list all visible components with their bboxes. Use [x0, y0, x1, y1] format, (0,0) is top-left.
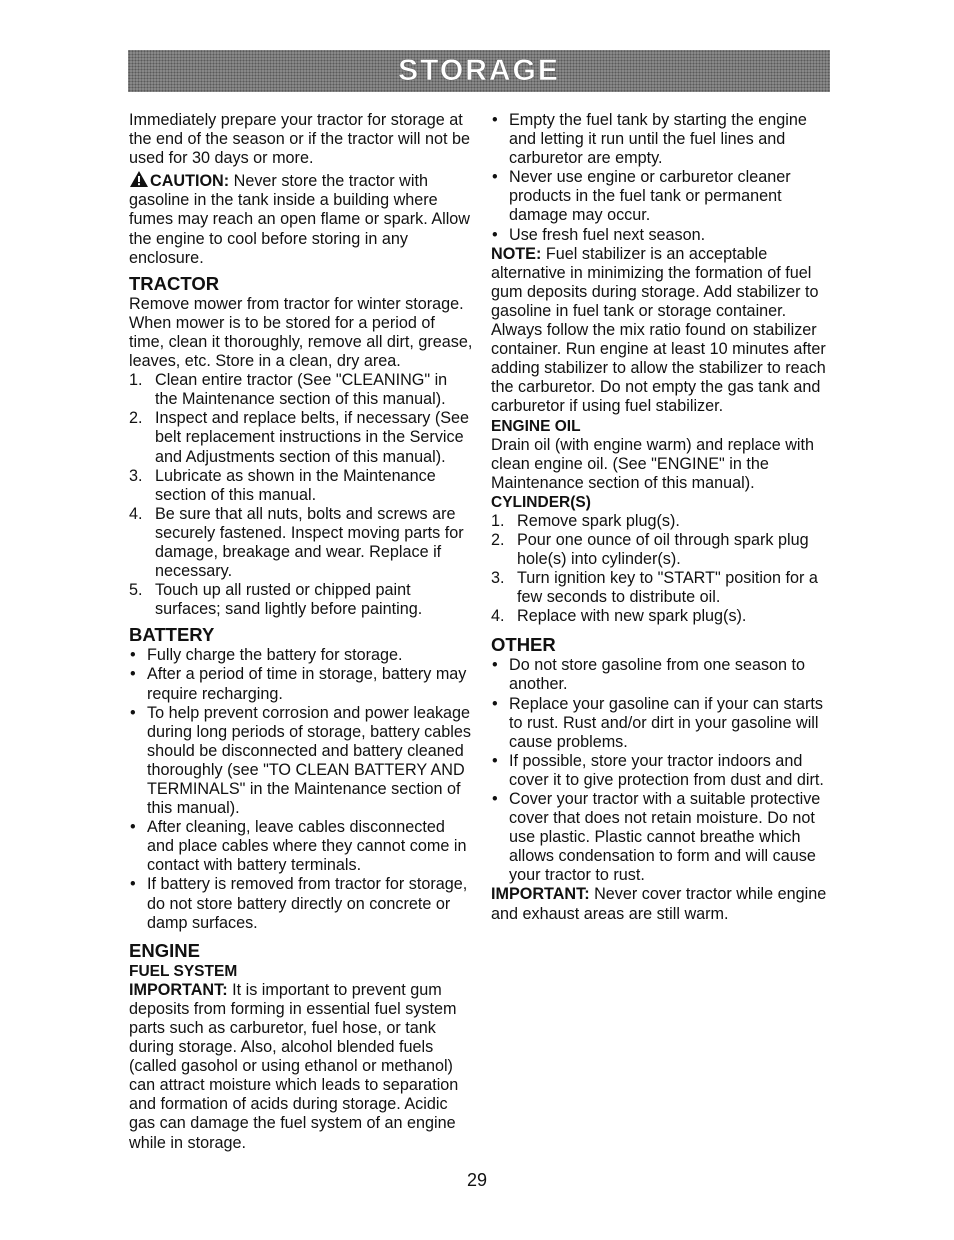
bullet-text: After a period of time in storage, battery may require recharging. — [147, 665, 467, 703]
right-column-content — [491, 111, 836, 924]
list-item — [491, 656, 836, 694]
banner-title: STORAGE — [398, 54, 560, 87]
bullet-text: To help prevent corrosion and power leakage during long periods of storage, battery cables should be disconnected and battery cleaned thoroughly (see "TO CLEAN BATTERY AND TERMINALS" in the Maintenance section of this manual). — [147, 703, 471, 818]
list-item — [129, 371, 474, 409]
list-item — [129, 505, 474, 581]
list-item — [129, 581, 474, 619]
bullet-text: After cleaning, leave cables disconnected and place cables where they cannot come in contact with battery terminals. — [147, 818, 467, 875]
warning-triangle-icon — [129, 170, 149, 188]
left-column — [129, 111, 474, 1153]
note-paragraph — [491, 245, 836, 417]
important-label: IMPORTANT: — [129, 980, 228, 999]
step-text: Replace with new spark plug(s). — [517, 607, 747, 626]
important-label: IMPORTANT: — [491, 885, 590, 904]
list-item — [129, 665, 474, 703]
step-number: 1. — [491, 511, 505, 530]
tractor-heading: TRACTOR — [129, 272, 220, 294]
battery-heading: BATTERY — [129, 624, 215, 646]
cylinders-heading: CYLINDER(S) — [491, 493, 591, 511]
bullet-text: Never use engine or carburetor cleaner products in the fuel tank or permanent damage may occur. — [509, 168, 791, 225]
list-item — [491, 111, 836, 168]
engine-heading: ENGINE — [129, 939, 200, 961]
caution-label: CAUTION: — [150, 172, 230, 191]
step-text: Pour one ounce of oil through spark plug hole(s) into cylinder(s). — [517, 530, 809, 568]
bullet-text: Fully charge the battery for storage. — [147, 646, 403, 665]
bullet-icon: • — [492, 168, 498, 187]
fuel-system-heading: FUEL SYSTEM — [129, 962, 238, 980]
bullet-icon: • — [492, 751, 498, 770]
battery-bullets — [129, 646, 474, 932]
other-heading: OTHER — [491, 634, 556, 656]
fuel-system-important — [129, 981, 474, 1153]
bullet-text: Do not store gasoline from one season to another. — [509, 656, 806, 694]
bullet-icon: • — [130, 818, 136, 837]
list-item — [129, 646, 474, 665]
important-text: Never cover tractor while engine and exhaust areas are still warm. — [491, 885, 827, 923]
list-item — [491, 531, 836, 569]
step-text: Clean entire tractor (See "CLEANING" in the Maintenance section of this manual). — [155, 371, 448, 409]
list-item — [491, 607, 836, 626]
other-important — [491, 885, 836, 923]
list-item — [491, 168, 836, 225]
step-number: 3. — [491, 569, 505, 588]
important-text: It is important to prevent gum deposits from forming in essential fuel system parts such as carburetor, fuel hose, or tank during storage. Also, alcohol blended fuels (called gasohol or using ethanol or methanol) can attract moisture which leads to separation and formation of acids during storage. Acidic gas can damage the fuel system of an engine while in storage. — [129, 980, 459, 1152]
step-number: 3. — [129, 466, 143, 485]
step-number: 1. — [129, 371, 143, 390]
step-text: Lubricate as shown in the Maintenance section of this manual. — [155, 466, 436, 504]
bullet-icon: • — [492, 225, 498, 244]
bullet-text: Empty the fuel tank by starting the engine and letting it run until the fuel lines and carburetor are empty. — [509, 111, 807, 168]
other-bullets — [491, 656, 836, 885]
step-number: 2. — [129, 409, 143, 428]
bullet-text: Cover your tractor with a suitable protective cover that does not retain moisture. Do not use plastic. Plastic cannot breathe which allows condensation to form and will cause your tractor to rust. — [509, 790, 821, 885]
list-item — [129, 818, 474, 875]
bullet-icon: • — [492, 656, 498, 675]
bullet-icon: • — [492, 694, 498, 713]
note-label: NOTE: — [491, 244, 542, 263]
caution-paragraph — [129, 170, 474, 267]
step-number: 4. — [491, 607, 505, 626]
tractor-text: Remove mower from tractor for winter storage. When mower is to be stored for a period of time, clean it thoroughly, remove all dirt, grease, leaves, etc. Store in a clean, dry area. — [129, 294, 473, 371]
bullet-text: Use fresh fuel next season. — [509, 225, 706, 244]
list-item — [129, 467, 474, 505]
step-text: Touch up all rusted or chipped paint surfaces; sand lightly before painting. — [155, 581, 423, 619]
fuel-bullets — [491, 111, 836, 245]
bullet-icon: • — [130, 646, 136, 665]
caution-text: Never store the tractor with gasoline in the tank inside a building where fumes may reach an open flame or spark. Allow the engine to cool before storing in any enclosure. — [129, 172, 470, 267]
step-text: Remove spark plug(s). — [517, 511, 680, 530]
list-item — [491, 790, 836, 885]
list-item — [129, 704, 474, 819]
page-number: 29 — [466, 1170, 488, 1190]
engine-oil-text: Drain oil (with engine warm) and replace with clean engine oil. (See "ENGINE" in the Maintenance section of this manual). — [491, 435, 814, 492]
step-number: 2. — [491, 530, 505, 549]
list-item — [491, 226, 836, 245]
bullet-icon: • — [130, 703, 136, 722]
section-banner — [128, 50, 830, 92]
step-text: Turn ignition key to "START" position for a few seconds to distribute oil. — [517, 569, 818, 607]
intro-paragraph: Immediately prepare your tractor for storage at the end of the season or if the tractor will not be used for 30 days or more. — [129, 111, 471, 168]
engine-oil-heading: ENGINE OIL — [491, 417, 581, 435]
step-text: Inspect and replace belts, if necessary (See belt replacement instructions in the Service and Adjustments section of this manual). — [155, 409, 470, 466]
bullet-text: Replace your gasoline can if your can starts to rust. Rust and/or dirt in your gasoline will cause problems. — [509, 694, 824, 751]
list-item — [491, 512, 836, 531]
note-text: Fuel stabilizer is an acceptable alternative in minimizing the formation of fuel gum deposits during storage. Add stabilizer to gasoline in fuel tank or storage container. Always follow the mix ratio found on stabilizer container. Run engine at least 10 minutes after adding stabilizer to allow the stabilizer to reach the carburetor. Do not empty the gas tank and carburetor if using fuel stabilizer. — [491, 244, 826, 416]
bullet-icon: • — [130, 665, 136, 684]
list-item — [491, 695, 836, 752]
bullet-icon: • — [492, 790, 498, 808]
bullet-text: If battery is removed from tractor for storage, do not store battery directly on concrete or damp surfaces. — [147, 875, 468, 932]
bullet-icon: • — [130, 875, 136, 894]
list-item — [491, 752, 836, 790]
step-text: Be sure that all nuts, bolts and screws are securely fastened. Inspect moving parts for damage, breakage and wear. Replace if necessary. — [155, 504, 464, 581]
cylinder-steps — [491, 512, 836, 627]
bullet-icon: • — [492, 111, 498, 129]
step-number: 4. — [129, 504, 143, 523]
step-number: 5. — [129, 581, 143, 600]
list-item — [129, 875, 474, 932]
tractor-steps — [129, 371, 474, 619]
list-item — [129, 409, 474, 466]
bullet-text: If possible, store your tractor indoors and cover it to give protection from dust and dirt. — [509, 751, 824, 789]
list-item — [491, 569, 836, 607]
